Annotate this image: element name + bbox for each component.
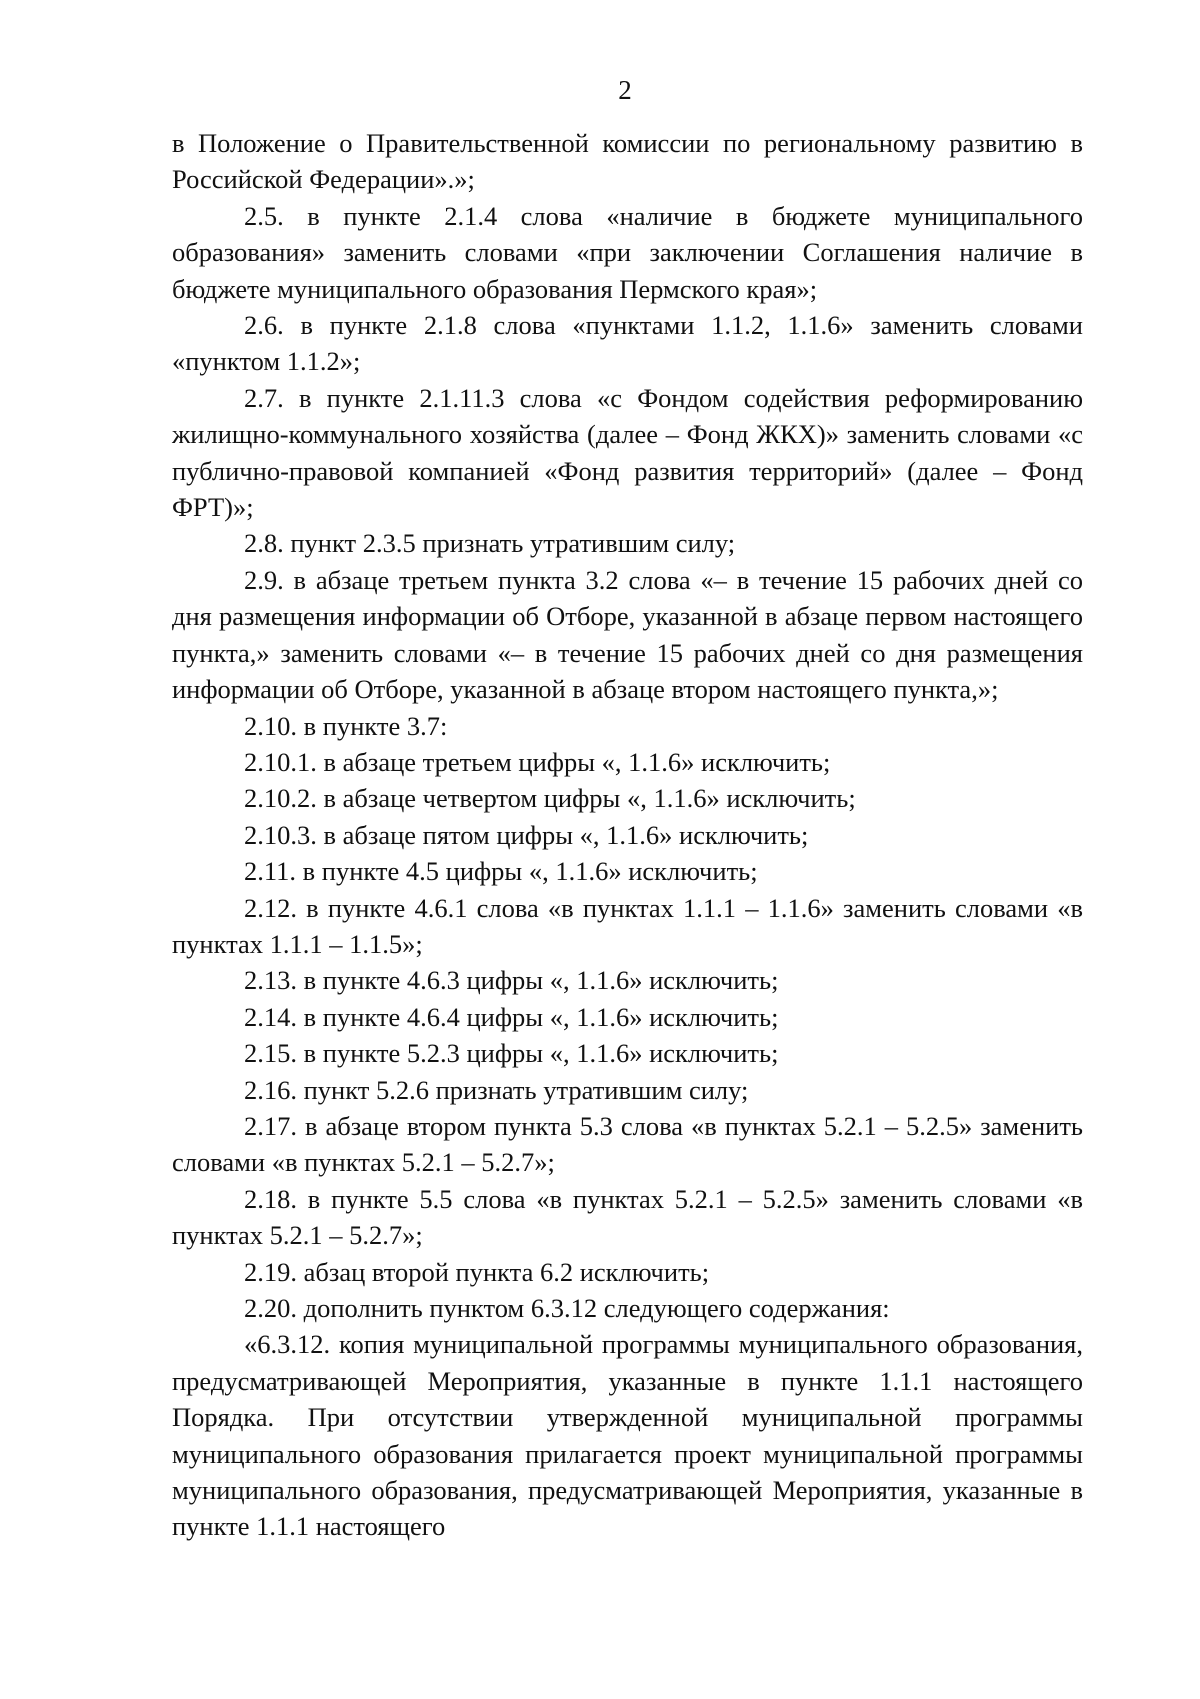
paragraph-2-16: 2.16. пункт 5.2.6 признать утратившим силу; (244, 1074, 749, 1105)
paragraph-6-3-12: «6.3.12. копия муниципальной программы муниципального образования, предусматривающей Мероприятия, указанные в пункте 1.1.1 настоящего Порядка. При отсутствии утвержденной муниципальной программы муниципального образования прилагается проект муниципальной программы муниципального образования, предусматривающей Мероприятия, указанные в пункте 1.1.1 настоящего (172, 1329, 1083, 1542)
paragraph-2-10-2: 2.10.2. в абзаце четвертом цифры «, 1.1.6» исключить; (244, 783, 856, 814)
paragraph-2-20: 2.20. дополнить пунктом 6.3.12 следующего содержания: (244, 1293, 890, 1323)
document-body (172, 125, 1083, 1545)
page-number: 2 (618, 75, 632, 105)
paragraph-2-10-1: 2.10.1. в абзаце третьем цифры «, 1.1.6» исключить; (244, 746, 831, 777)
paragraph-2-5: 2.5. в пункте 2.1.4 слова «наличие в бюджете муниципального образования» заменить словами «при заключении Соглашения наличие в бюджете муниципального образования Пермского края»; (172, 200, 1083, 304)
paragraph-2-7: 2.7. в пункте 2.1.11.3 слова «с Фондом содействия реформированию жилищно-коммунального хозяйства (далее – Фонд ЖКХ)» заменить словами «с публично-правовой компанией «Фонд развития территорий» (далее – Фонд ФРТ)»; (172, 382, 1083, 523)
paragraph-2-17: 2.17. в абзаце втором пункта 5.3 слова «в пунктах 5.2.1 – 5.2.5» заменить словами «в пунктах 5.2.1 – 5.2.7»; (172, 1110, 1083, 1178)
paragraph-2-14: 2.14. в пункте 4.6.4 цифры «, 1.1.6» исключить; (244, 1001, 779, 1032)
paragraph-2-15: 2.15. в пункте 5.2.3 цифры «, 1.1.6» исключить; (244, 1038, 779, 1069)
paragraph-2-8: 2.8. пункт 2.3.5 признать утратившим силу; (244, 528, 736, 559)
paragraph-2-11: 2.11. в пункте 4.5 цифры «, 1.1.6» исключить; (244, 856, 758, 887)
paragraph-2-13: 2.13. в пункте 4.6.3 цифры «, 1.1.6» исключить; (244, 965, 779, 996)
paragraph-2-19: 2.19. абзац второй пункта 6.2 исключить; (244, 1256, 710, 1287)
paragraph-2-10-3: 2.10.3. в абзаце пятом цифры «, 1.1.6» исключить; (244, 819, 809, 850)
paragraph-2-9: 2.9. в абзаце третьем пункта 3.2 слова «– в течение 15 рабочих дней со дня размещения информации об Отборе, указанной в абзаце первом настоящего пункта,» заменить словами «– в течение 15 рабочих дней со дня размещения информации об Отборе, указанной в абзаце втором настоящего пункта,»; (172, 564, 1083, 705)
paragraph-2-18: 2.18. в пункте 5.5 слова «в пунктах 5.2.1 – 5.2.5» заменить словами «в пунктах 5.2.1 – 5.2.7»; (172, 1183, 1083, 1251)
paragraph-2-6: 2.6. в пункте 2.1.8 слова «пунктами 1.1.2, 1.1.6» заменить словами «пунктом 1.1.2»; (172, 310, 1083, 377)
paragraph-2-12: 2.12. в пункте 4.6.1 слова «в пунктах 1.1.1 – 1.1.6» заменить словами «в пунктах 1.1.1 – 1.1.5»; (172, 892, 1083, 959)
paragraph-continuation: в Положение о Правительственной комиссии по региональному развитию в Российской Федерации».»; (172, 128, 1083, 195)
paragraph-2-10: 2.10. в пункте 3.7: (244, 710, 448, 741)
